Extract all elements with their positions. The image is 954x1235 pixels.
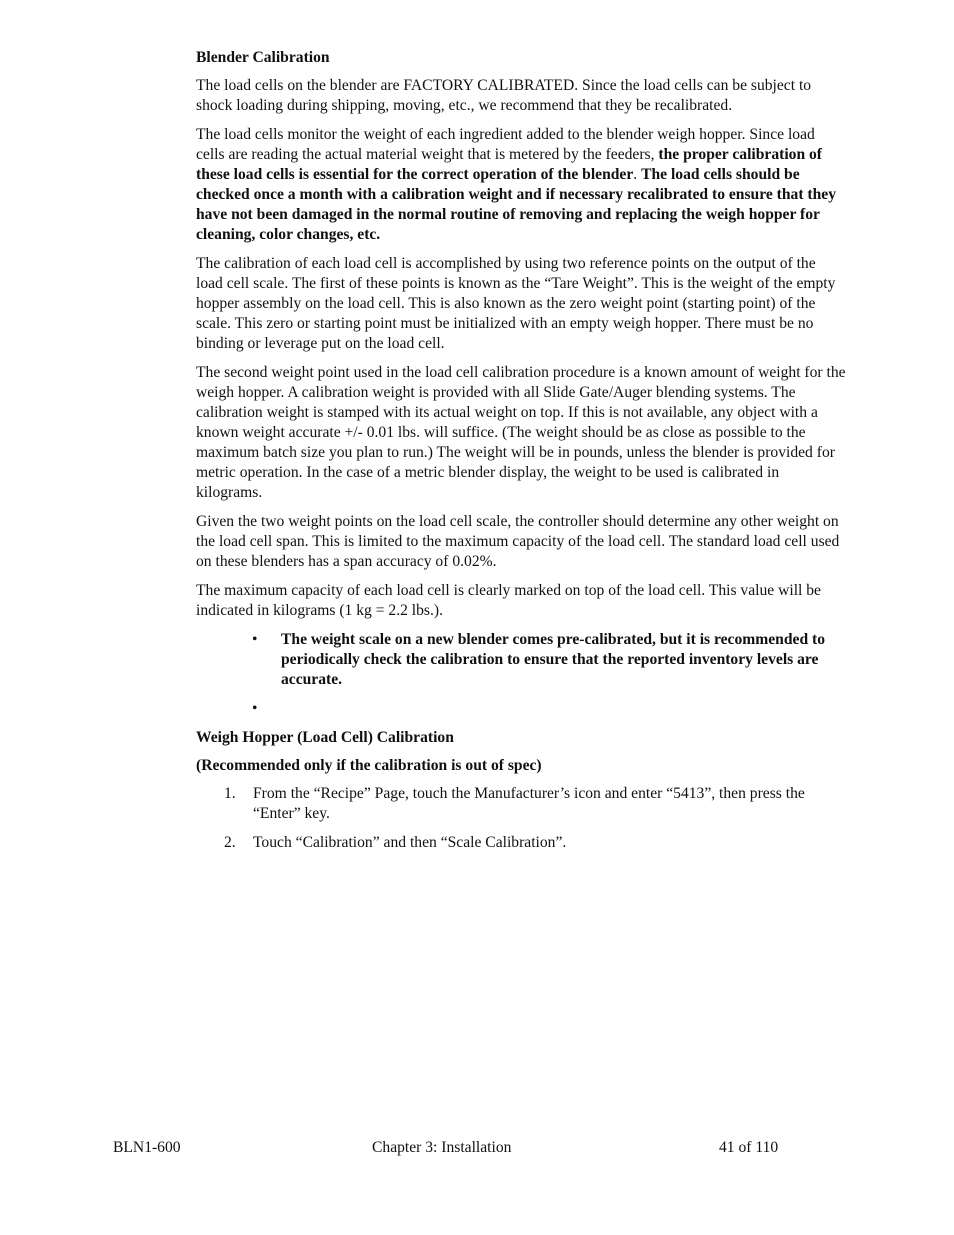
document-body bbox=[196, 48, 846, 862]
step-text: Touch “Calibration” and then “Scale Calibration”. bbox=[253, 834, 567, 851]
emphasis-text: The load cells should be checked once a month with a calibration weight and if necessary recalibrated to ensure that they have not been damaged in the normal routine of removing and replacing the weigh hopper for cleaning, color changes, etc. bbox=[196, 166, 837, 243]
step-text: From the “Recipe” Page, touch the Manufacturer’s icon and enter “5413”, then press the “Enter” key. bbox=[253, 785, 805, 822]
bullet-marker: • bbox=[252, 700, 258, 717]
paragraph-factory-calibrated: The load cells on the blender are FACTORY CALIBRATED. Since the load cells can be subject to shock loading during shipping, moving, etc., we recommend that they be recalibrated. bbox=[196, 77, 812, 114]
paragraph-two-weight-points: Given the two weight points on the load cell scale, the controller should determine any other weight on the load cell span. This is limited to the maximum capacity of the load cell. The standard load cell used on these blenders has a span accuracy of 0.02%. bbox=[196, 513, 840, 570]
list-item bbox=[196, 833, 846, 853]
list-item bbox=[196, 784, 846, 824]
bullet-marker: • bbox=[252, 631, 258, 648]
document-id: BLN1-600 bbox=[113, 1139, 181, 1156]
section-title: Blender Calibration bbox=[196, 49, 330, 66]
paragraph-text: The load cells monitor the weight of each ingredient added to the blender weigh hopper. Since load cells are reading the actual material weight that is metered by the feeders, bbox=[196, 126, 815, 163]
paragraph-load-cells-monitor bbox=[196, 125, 846, 245]
bullet-text: The weight scale on a new blender comes pre-calibrated, but it is recommended to periodically check the calibration to ensure that the reported inventory levels are accurate. bbox=[281, 631, 825, 688]
paragraph-reference-points: The calibration of each load cell is accomplished by using two reference points on the output of the load cell scale. The first of these points is known as the “Tare Weight”. This is the weight of the empty hopper assembly on the load cell. This is also known as the zero weight point (starting point) of the scale. This zero or starting point must be initialized with an empty weigh hopper. There must be no binding or leverage put on the load cell. bbox=[196, 255, 836, 352]
paragraph-text: . bbox=[633, 166, 642, 183]
emphasis-text: the proper calibration of these load cells is essential for the correct operation of the blender bbox=[196, 146, 823, 183]
list-item bbox=[196, 630, 846, 690]
subsection-title: Weigh Hopper (Load Cell) Calibration bbox=[196, 729, 454, 746]
subsection-note: (Recommended only if the calibration is out of spec) bbox=[196, 757, 542, 774]
step-number: 1. bbox=[224, 785, 236, 802]
step-number: 2. bbox=[224, 834, 236, 851]
chapter-title: Chapter 3: Installation bbox=[372, 1139, 512, 1156]
list-item bbox=[196, 699, 846, 719]
page-number: 41 of 110 bbox=[719, 1139, 779, 1156]
paragraph-maximum-capacity: The maximum capacity of each load cell is clearly marked on top of the load cell. This value will be indicated in kilograms (1 kg = 2.2 lbs.). bbox=[196, 582, 821, 619]
paragraph-second-weight-point: The second weight point used in the load cell calibration procedure is a known amount of weight for the weigh hopper. A calibration weight is provided with all Slide Gate/Auger blending systems. The calibration weight is stamped with its actual weight on top. If this is not available, any object with a known weight accurate +/- 0.01 lbs. will suffice. (The weight should be as close as possible to the maximum batch size you plan to run.) The weight will be in pounds, unless the blender is provided for metric operation. In the case of a metric blender display, the weight to be used is calibrated in kilograms. bbox=[196, 364, 846, 501]
steps-list bbox=[196, 784, 846, 853]
note-list bbox=[196, 630, 846, 719]
